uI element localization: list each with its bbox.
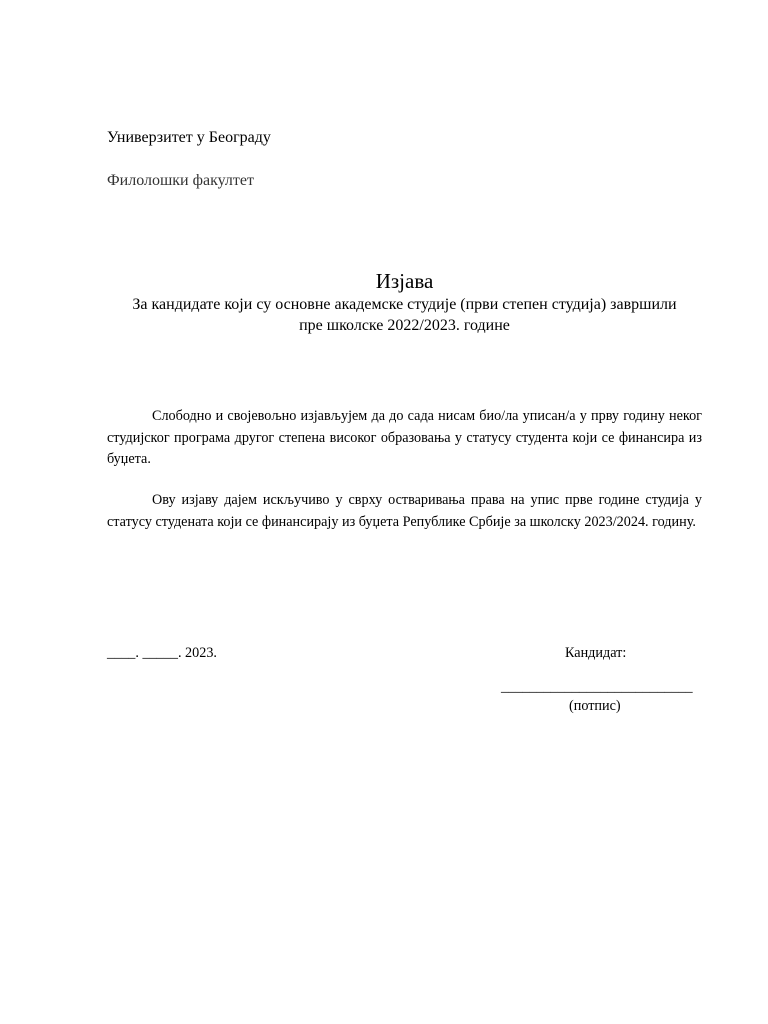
document-subtitle-line-2: пре школске 2022/2023. године xyxy=(299,317,510,334)
statement-paragraph-2: Ову изјаву дајем искључиво у сврху остваривања права на упис прве године студија у статусу студената који се финансирају из буџета Републике Србије за школску 2023/2024. годину. xyxy=(107,492,702,530)
date-field: ____. _____. 2023. xyxy=(107,645,217,661)
title-block xyxy=(107,268,702,336)
signature-caption: (потпис) xyxy=(569,698,621,714)
candidate-label: Кандидат: xyxy=(565,645,627,661)
faculty-name: Филолошки факултет xyxy=(107,172,254,189)
university-name: Универзитет у Београду xyxy=(107,129,271,146)
document-subtitle-line-1: За кандидате који су основне академске студије (први степен студија) завршили xyxy=(132,296,677,313)
document-title: Изјава xyxy=(375,269,434,293)
statement-paragraph-1: Слободно и својевољно изјављујем да до сада нисам био/ла уписан/а у прву годину неког студијског програма другог степена високог образовања у статусу студента који се финансира из буџета. xyxy=(107,408,702,467)
signature-line: ___________________________ xyxy=(501,679,693,695)
